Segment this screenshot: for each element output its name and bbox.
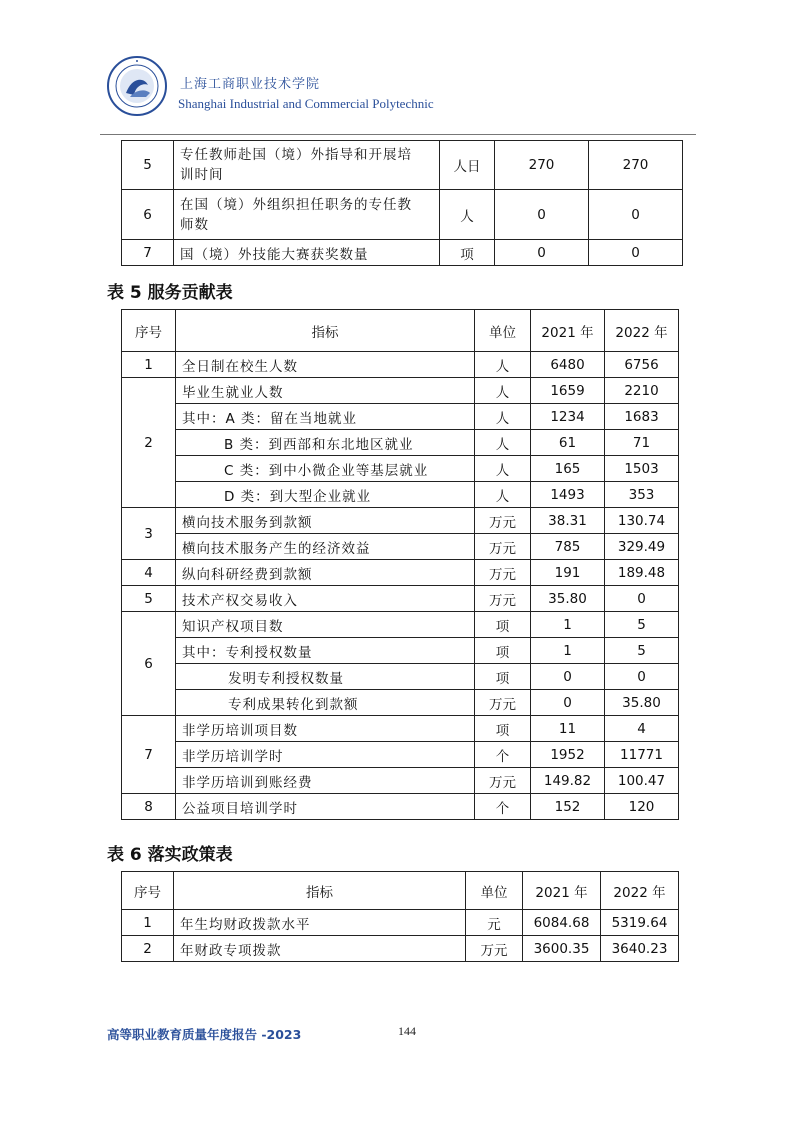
table-row bbox=[122, 534, 679, 560]
col-header-2021: 2021 年 bbox=[531, 310, 605, 352]
table-row bbox=[122, 742, 679, 768]
header-divider bbox=[100, 134, 696, 135]
indicator-line: 在国（境）外组织担任职务的专任教 bbox=[180, 196, 412, 213]
value-2021: 785 bbox=[531, 534, 605, 560]
col-header-no: 序号 bbox=[122, 310, 176, 352]
value-2021: 1493 bbox=[531, 482, 605, 508]
value-2021: 3600.35 bbox=[523, 936, 601, 962]
table-row bbox=[122, 612, 679, 638]
row-number: 8 bbox=[122, 794, 176, 820]
value-2022: 5 bbox=[605, 638, 679, 664]
row-number: 6 bbox=[122, 190, 174, 240]
col-header-indicator: 指标 bbox=[174, 872, 466, 910]
value-2021: 152 bbox=[531, 794, 605, 820]
col-header-2022: 2022 年 bbox=[605, 310, 679, 352]
value-2021: 35.80 bbox=[531, 586, 605, 612]
value-2021: 1952 bbox=[531, 742, 605, 768]
unit-cell: 人 bbox=[475, 456, 531, 482]
row-number: 3 bbox=[122, 508, 176, 560]
indicator-cell: 其中：A 类：留在当地就业 bbox=[176, 404, 475, 430]
indicator-line: 专任教师赴国（境）外指导和开展培 bbox=[180, 147, 412, 163]
value-2021: 165 bbox=[531, 456, 605, 482]
table-row bbox=[122, 141, 683, 190]
indicator-line: 师数 bbox=[180, 216, 209, 233]
value-2022: 189.48 bbox=[605, 560, 679, 586]
indicator-cell: 非学历培训学时 bbox=[176, 742, 475, 768]
value-2021: 38.31 bbox=[531, 508, 605, 534]
table-row bbox=[122, 456, 679, 482]
value-2022: 1503 bbox=[605, 456, 679, 482]
col-header-no: 序号 bbox=[122, 872, 174, 910]
table-row bbox=[122, 586, 679, 612]
col-header-unit: 单位 bbox=[466, 872, 523, 910]
table-row bbox=[122, 190, 683, 240]
row-number: 1 bbox=[122, 910, 174, 936]
unit-cell: 万元 bbox=[475, 586, 531, 612]
table-row bbox=[122, 430, 679, 456]
value-2022: 270 bbox=[589, 141, 683, 190]
value-2022: 329.49 bbox=[605, 534, 679, 560]
value-2022: 0 bbox=[589, 190, 683, 240]
value-2022: 3640.23 bbox=[601, 936, 679, 962]
table-row bbox=[122, 482, 679, 508]
indicator-cell: 纵向科研经费到款额 bbox=[176, 560, 475, 586]
indicator-cell: B 类：到西部和东北地区就业 bbox=[176, 430, 475, 456]
indicator-cell: 专利成果转化到款额 bbox=[176, 690, 475, 716]
value-2022: 4 bbox=[605, 716, 679, 742]
table-row bbox=[122, 508, 679, 534]
table6-title: 表 6 落实政策表 bbox=[107, 845, 233, 865]
value-2022: 5319.64 bbox=[601, 910, 679, 936]
table-row bbox=[122, 404, 679, 430]
value-2022: 1683 bbox=[605, 404, 679, 430]
footer-report-title: 高等职业教育质量年度报告 -2023 bbox=[107, 1027, 302, 1042]
value-2021: 191 bbox=[531, 560, 605, 586]
unit-cell: 人日 bbox=[440, 141, 495, 190]
row-number: 5 bbox=[122, 586, 176, 612]
unit-cell: 项 bbox=[475, 638, 531, 664]
value-2021: 0 bbox=[495, 190, 589, 240]
table-row bbox=[122, 352, 679, 378]
value-2021: 6480 bbox=[531, 352, 605, 378]
table-row bbox=[122, 690, 679, 716]
row-number: 6 bbox=[122, 612, 176, 716]
table-row bbox=[122, 794, 679, 820]
value-2021: 270 bbox=[495, 141, 589, 190]
value-2022: 2210 bbox=[605, 378, 679, 404]
value-2022: 0 bbox=[605, 664, 679, 690]
indicator-cell: 年财政专项拨款 bbox=[174, 936, 466, 962]
table-row bbox=[122, 936, 679, 962]
value-2022: 120 bbox=[605, 794, 679, 820]
row-number: 7 bbox=[122, 716, 176, 794]
value-2021: 1234 bbox=[531, 404, 605, 430]
continued-table bbox=[121, 140, 683, 266]
row-number: 4 bbox=[122, 560, 176, 586]
unit-cell: 人 bbox=[440, 190, 495, 240]
value-2022: 35.80 bbox=[605, 690, 679, 716]
value-2021: 0 bbox=[495, 240, 589, 266]
table-row bbox=[122, 560, 679, 586]
value-2021: 0 bbox=[531, 690, 605, 716]
indicator-cell bbox=[174, 141, 440, 190]
unit-cell: 项 bbox=[440, 240, 495, 266]
school-logo-icon bbox=[106, 55, 168, 117]
unit-cell: 人 bbox=[475, 482, 531, 508]
col-header-unit: 单位 bbox=[475, 310, 531, 352]
indicator-cell: 年生均财政拨款水平 bbox=[174, 910, 466, 936]
value-2021: 61 bbox=[531, 430, 605, 456]
indicator-cell: 非学历培训项目数 bbox=[176, 716, 475, 742]
value-2021: 1 bbox=[531, 638, 605, 664]
table-header-row bbox=[122, 310, 679, 352]
value-2022: 6756 bbox=[605, 352, 679, 378]
value-2022: 0 bbox=[605, 586, 679, 612]
row-number: 5 bbox=[122, 141, 174, 190]
unit-cell: 人 bbox=[475, 404, 531, 430]
col-header-2022: 2022 年 bbox=[601, 872, 679, 910]
row-number: 2 bbox=[122, 378, 176, 508]
unit-cell: 元 bbox=[466, 910, 523, 936]
table-row bbox=[122, 716, 679, 742]
page-header bbox=[100, 55, 696, 137]
page-number: 144 bbox=[398, 1024, 416, 1038]
service-contribution-table bbox=[121, 309, 679, 820]
row-number: 7 bbox=[122, 240, 174, 266]
indicator-cell: 知识产权项目数 bbox=[176, 612, 475, 638]
value-2022: 100.47 bbox=[605, 768, 679, 794]
unit-cell: 项 bbox=[475, 664, 531, 690]
unit-cell: 个 bbox=[475, 742, 531, 768]
indicator-cell: 技术产权交易收入 bbox=[176, 586, 475, 612]
indicator-cell: 横向技术服务产生的经济效益 bbox=[176, 534, 475, 560]
value-2021: 6084.68 bbox=[523, 910, 601, 936]
value-2021: 149.82 bbox=[531, 768, 605, 794]
indicator-cell: 毕业生就业人数 bbox=[176, 378, 475, 404]
row-number: 1 bbox=[122, 352, 176, 378]
value-2021: 0 bbox=[531, 664, 605, 690]
indicator-cell bbox=[174, 190, 440, 240]
table-row bbox=[122, 768, 679, 794]
value-2022: 130.74 bbox=[605, 508, 679, 534]
school-name-en: Shanghai Industrial and Commercial Polytechnic bbox=[178, 96, 434, 111]
value-2022: 5 bbox=[605, 612, 679, 638]
table-row bbox=[122, 910, 679, 936]
value-2021: 1659 bbox=[531, 378, 605, 404]
indicator-cell: D 类：到大型企业就业 bbox=[176, 482, 475, 508]
unit-cell: 万元 bbox=[475, 768, 531, 794]
table5-title: 表 5 服务贡献表 bbox=[107, 283, 233, 303]
value-2021: 11 bbox=[531, 716, 605, 742]
value-2022: 11771 bbox=[605, 742, 679, 768]
indicator-cell: 全日制在校生人数 bbox=[176, 352, 475, 378]
table-header-row bbox=[122, 872, 679, 910]
unit-cell: 人 bbox=[475, 352, 531, 378]
indicator-cell: 非学历培训到账经费 bbox=[176, 768, 475, 794]
col-header-2021: 2021 年 bbox=[523, 872, 601, 910]
table-row bbox=[122, 240, 683, 266]
indicator-cell: 公益项目培训学时 bbox=[176, 794, 475, 820]
value-2022: 0 bbox=[589, 240, 683, 266]
indicator-cell: C 类：到中小微企业等基层就业 bbox=[176, 456, 475, 482]
unit-cell: 万元 bbox=[475, 560, 531, 586]
unit-cell: 项 bbox=[475, 716, 531, 742]
table-row bbox=[122, 378, 679, 404]
school-name-cn: 上海工商职业技术学院 bbox=[180, 77, 321, 92]
unit-cell: 万元 bbox=[475, 508, 531, 534]
indicator-cell: 发明专利授权数量 bbox=[176, 664, 475, 690]
value-2022: 71 bbox=[605, 430, 679, 456]
unit-cell: 人 bbox=[475, 378, 531, 404]
table-row bbox=[122, 664, 679, 690]
unit-cell: 万元 bbox=[475, 534, 531, 560]
indicator-cell: 其中：专利授权数量 bbox=[176, 638, 475, 664]
value-2021: 1 bbox=[531, 612, 605, 638]
unit-cell: 人 bbox=[475, 430, 531, 456]
indicator-cell: 横向技术服务到款额 bbox=[176, 508, 475, 534]
unit-cell: 万元 bbox=[466, 936, 523, 962]
unit-cell: 项 bbox=[475, 612, 531, 638]
unit-cell: 万元 bbox=[475, 690, 531, 716]
indicator-line: 训时间 bbox=[180, 167, 224, 183]
indicator-cell: 国（境）外技能大赛获奖数量 bbox=[174, 240, 440, 266]
col-header-indicator: 指标 bbox=[176, 310, 475, 352]
unit-cell: 个 bbox=[475, 794, 531, 820]
policy-implementation-table bbox=[121, 871, 679, 962]
row-number: 2 bbox=[122, 936, 174, 962]
value-2022: 353 bbox=[605, 482, 679, 508]
table-row bbox=[122, 638, 679, 664]
